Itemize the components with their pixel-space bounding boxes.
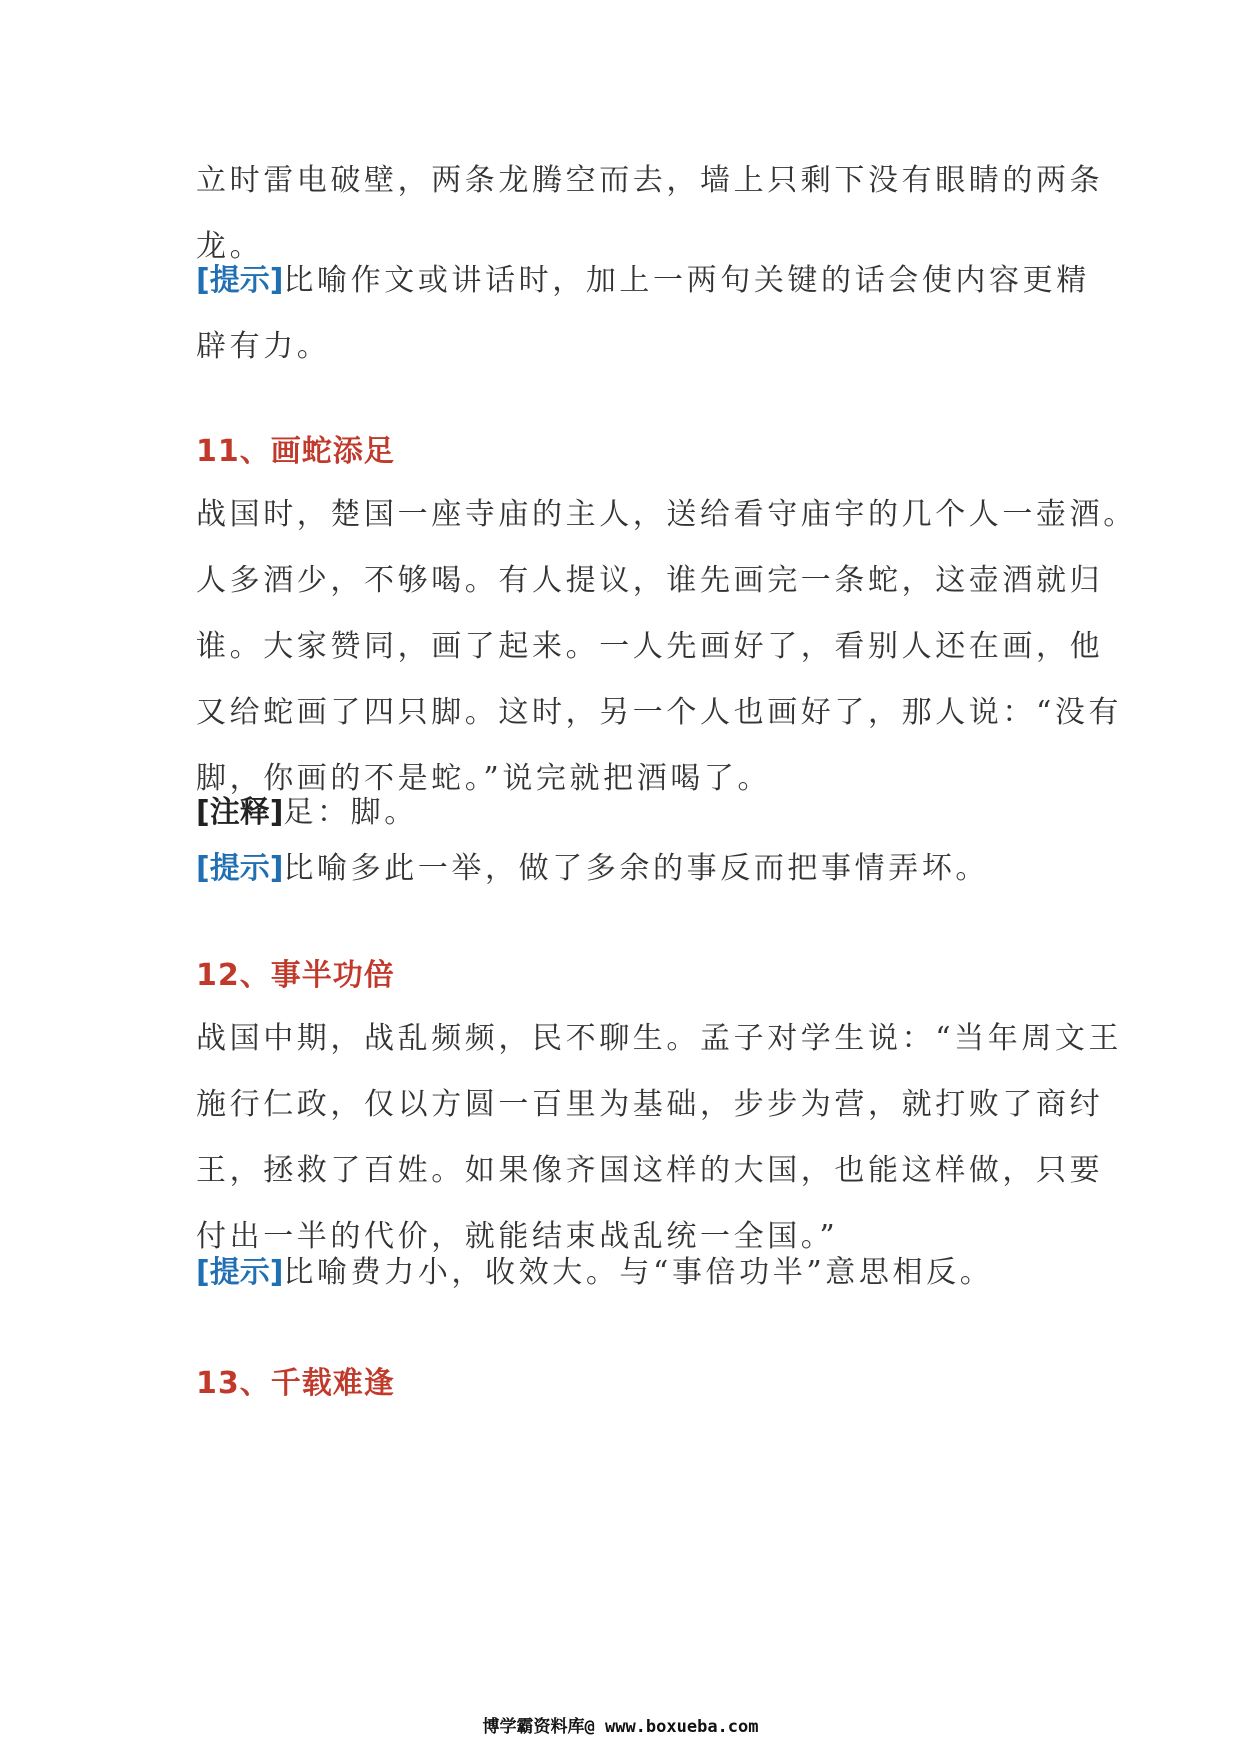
paragraph-line: 立时雷电破壁，两条龙腾空而去，墙上只剩下没有眼睛的两条 [196, 163, 1104, 198]
section11-hint [196, 836, 1052, 902]
hint-line: 辟有力。 [196, 329, 331, 364]
page-footer: 博学霸资料库@ www.boxueba.com [482, 1717, 759, 1737]
section11-paragraph [196, 482, 1137, 812]
hint-line [196, 1240, 1052, 1306]
paragraph-line: 施行仁政，仅以方圆一百里为基础，步步为营，就打败了商纣 [196, 1087, 1104, 1122]
paragraph-line: 战国中期，战乱频频，民不聊生。孟子对学生说：“当年周文王 [196, 1021, 1123, 1056]
paragraph-line: 龙。 [196, 229, 264, 264]
paragraph-line: 王，拯救了百姓。如果像齐国这样的大国，也能这样做，只要 [196, 1153, 1104, 1188]
hint-text: 比喻费力小，收效大。与“事倍功半”意思相反。 [283, 1255, 994, 1290]
hint-line [196, 836, 1052, 902]
paragraph-line: 脚，你画的不是蛇。”说完就把酒喝了。 [196, 761, 772, 796]
section12-heading: 12、事半功倍 [196, 958, 395, 993]
section13-heading: 13、千载难逢 [196, 1366, 395, 1401]
note-tag: [注释] [196, 795, 284, 830]
section12-paragraph [196, 1006, 1123, 1270]
hint-text: 比喻多此一举，做了多余的事反而把事情弄坏。 [283, 851, 990, 886]
hint-text: 比喻作文或讲话时，加上一两句关键的话会使内容更精 [283, 263, 1090, 298]
paragraph-line: 战国时，楚国一座寺庙的主人，送给看守庙宇的几个人一壶酒。 [196, 497, 1137, 532]
hint-tag: [提示] [196, 1255, 284, 1290]
paragraph-line: 谁。大家赞同，画了起来。一人先画好了，看别人还在画，他 [196, 629, 1104, 664]
paragraph-line: 人多酒少，不够喝。有人提议，谁先画完一条蛇，这壶酒就归 [196, 563, 1104, 598]
hint-line [196, 248, 1090, 314]
paragraph-line: 付出一半的代价，就能结束战乱统一全国。” [196, 1219, 839, 1254]
section12-hint [196, 1240, 1052, 1306]
note-text: 足：脚。 [283, 795, 418, 830]
section11-heading: 11、画蛇添足 [196, 434, 395, 469]
hint-tag: [提示] [196, 263, 284, 298]
paragraph-line: 又给蛇画了四只脚。这时，另一个人也画好了，那人说：“没有 [196, 695, 1123, 730]
hint-tag: [提示] [196, 851, 284, 886]
section10-hint [196, 248, 1090, 380]
